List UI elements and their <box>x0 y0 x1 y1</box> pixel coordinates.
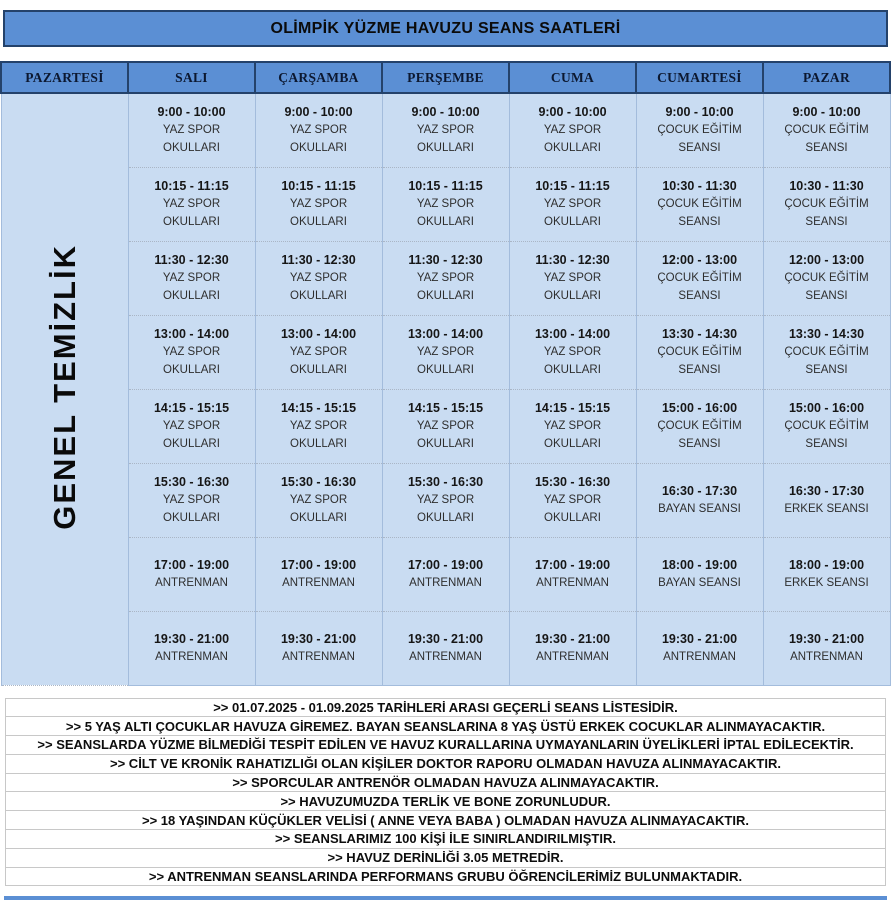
session-cell <box>763 537 890 611</box>
session-cell <box>763 463 890 537</box>
session-label: ÇOCUK EĞİTİM SEANSI <box>784 420 869 450</box>
session-cell <box>509 537 636 611</box>
session-label: ÇOCUK EĞİTİM SEANSI <box>657 346 742 376</box>
session-time: 19:30 - 21:00 <box>661 632 738 647</box>
session-cell <box>382 241 509 315</box>
session-cell <box>636 167 763 241</box>
session-time: 19:30 - 21:00 <box>788 632 865 647</box>
session-cell <box>509 315 636 389</box>
session-time: 11:30 - 12:30 <box>408 253 483 268</box>
day-header-cuma: CUMA <box>509 62 636 93</box>
note-item: >> 18 YAŞINDAN KÜÇÜKLER VELİSİ ( ANNE VEYA BABA ) OLMADAN HAVUZA ALINMAYACAKTIR. <box>5 810 886 830</box>
session-cell <box>509 241 636 315</box>
session-cell <box>255 315 382 389</box>
note-item: >> 01.07.2025 - 01.09.2025 TARİHLERİ ARASI GEÇERLİ SEANS LİSTESİDİR. <box>5 698 886 718</box>
session-time: 9:00 - 10:00 <box>284 105 353 120</box>
session-label: YAZ SPOR OKULLARI <box>162 272 221 302</box>
session-cell <box>128 167 255 241</box>
bottom-divider <box>4 896 887 900</box>
session-label: YAZ SPOR OKULLARI <box>543 272 602 302</box>
session-cell <box>382 537 509 611</box>
session-cell <box>763 389 890 463</box>
session-cell <box>382 167 509 241</box>
session-cell <box>382 389 509 463</box>
session-time: 10:15 - 11:15 <box>281 179 356 194</box>
session-time: 13:00 - 14:00 <box>153 327 230 342</box>
session-label: ÇOCUK EĞİTİM SEANSI <box>784 272 869 302</box>
note-item: >> CİLT VE KRONİK RAHATIZLIĞI OLAN KİŞİLER DOKTOR RAPORU OLMADAN HAVUZA ALINMAYACAKTIR. <box>5 754 886 774</box>
session-cell <box>382 315 509 389</box>
session-cell <box>128 463 255 537</box>
session-time: 19:30 - 21:00 <box>534 632 611 647</box>
session-time: 11:30 - 12:30 <box>281 253 356 268</box>
session-time: 16:30 - 17:30 <box>661 484 738 499</box>
session-time: 15:30 - 16:30 <box>280 475 357 490</box>
session-label: YAZ SPOR OKULLARI <box>543 346 602 376</box>
session-label: YAZ SPOR OKULLARI <box>416 346 475 376</box>
session-cell <box>255 167 382 241</box>
session-time: 15:30 - 16:30 <box>407 475 484 490</box>
session-time: 18:00 - 19:00 <box>788 558 865 573</box>
schedule-row <box>1 167 890 241</box>
session-time: 17:00 - 19:00 <box>534 558 611 573</box>
session-time: 16:30 - 17:30 <box>788 484 865 499</box>
session-time: 17:00 - 19:00 <box>407 558 484 573</box>
session-time: 9:00 - 10:00 <box>411 105 480 120</box>
note-item: >> HAVUZUMUZDA TERLİK VE BONE ZORUNLUDUR. <box>5 791 886 811</box>
session-time: 11:30 - 12:30 <box>154 253 229 268</box>
notes-list <box>5 698 886 887</box>
session-cell <box>509 93 636 167</box>
schedule-row <box>1 537 890 611</box>
session-time: 13:00 - 14:00 <box>280 327 357 342</box>
session-cell <box>636 315 763 389</box>
session-cell <box>509 611 636 685</box>
session-cell <box>128 241 255 315</box>
session-time: 10:15 - 11:15 <box>154 179 229 194</box>
session-time: 15:00 - 16:00 <box>661 401 738 416</box>
session-cell <box>763 167 890 241</box>
session-time: 13:00 - 14:00 <box>534 327 611 342</box>
session-cell <box>128 537 255 611</box>
session-cell <box>636 463 763 537</box>
session-label: YAZ SPOR OKULLARI <box>543 494 602 524</box>
session-cell <box>509 389 636 463</box>
session-label: YAZ SPOR OKULLARI <box>162 198 221 228</box>
session-time: 19:30 - 21:00 <box>280 632 357 647</box>
monday-cleaning-cell <box>1 93 128 685</box>
day-header-pazar: PAZAR <box>763 62 890 93</box>
session-label: YAZ SPOR OKULLARI <box>162 420 221 450</box>
session-label: ÇOCUK EĞİTİM SEANSI <box>784 124 869 155</box>
schedule-row <box>1 389 890 463</box>
session-label: ÇOCUK EĞİTİM SEANSI <box>784 198 869 228</box>
session-cell <box>763 315 890 389</box>
session-cell <box>636 537 763 611</box>
day-header-sali: SALI <box>128 62 255 93</box>
session-label: YAZ SPOR OKULLARI <box>289 272 348 302</box>
session-label: YAZ SPOR OKULLARI <box>162 124 221 155</box>
note-item: >> SEANSLARIMIZ 100 KİŞİ İLE SINIRLANDIRILMIŞTIR. <box>5 829 886 849</box>
schedule-row <box>1 463 890 537</box>
session-label: ANTRENMAN <box>536 577 609 590</box>
session-label: BAYAN SEANSI <box>658 577 741 590</box>
session-time: 9:00 - 10:00 <box>792 105 861 120</box>
session-time: 11:30 - 12:30 <box>535 253 610 268</box>
session-cell <box>509 463 636 537</box>
schedule-row <box>1 611 890 685</box>
session-label: ANTRENMAN <box>282 651 355 664</box>
session-time: 10:30 - 11:30 <box>789 179 864 194</box>
session-time: 9:00 - 10:00 <box>157 105 226 120</box>
day-header-cumartesi: CUMARTESİ <box>636 62 763 93</box>
session-time: 10:15 - 11:15 <box>408 179 483 194</box>
session-cell <box>128 389 255 463</box>
session-cell <box>636 389 763 463</box>
session-cell <box>255 389 382 463</box>
session-label: ANTRENMAN <box>409 651 482 664</box>
session-time: 17:00 - 19:00 <box>280 558 357 573</box>
session-label: YAZ SPOR OKULLARI <box>416 198 475 228</box>
session-label: YAZ SPOR OKULLARI <box>416 272 475 302</box>
session-cell <box>509 167 636 241</box>
session-time: 9:00 - 10:00 <box>538 105 607 120</box>
session-label: YAZ SPOR OKULLARI <box>289 420 348 450</box>
session-label: YAZ SPOR OKULLARI <box>289 198 348 228</box>
session-time: 14:15 - 15:15 <box>153 401 230 416</box>
session-time: 15:30 - 16:30 <box>534 475 611 490</box>
session-cell <box>382 611 509 685</box>
session-time: 13:30 - 14:30 <box>661 327 738 342</box>
session-cell <box>636 93 763 167</box>
schedule-table <box>0 61 891 686</box>
session-time: 12:00 - 13:00 <box>661 253 738 268</box>
session-label: ANTRENMAN <box>790 651 863 664</box>
session-cell <box>636 611 763 685</box>
session-cell <box>636 241 763 315</box>
session-time: 19:30 - 21:00 <box>153 632 230 647</box>
session-label: ANTRENMAN <box>663 651 736 664</box>
note-item: >> 5 YAŞ ALTI ÇOCUKLAR HAVUZA GİREMEZ. BAYAN SEANSLARINA 8 YAŞ ÜSTÜ ERKEK COCUKLAR ALINMAYACAKTIR. <box>5 716 886 736</box>
session-time: 14:15 - 15:15 <box>407 401 484 416</box>
session-label: ÇOCUK EĞİTİM SEANSI <box>657 124 742 155</box>
session-cell <box>255 93 382 167</box>
session-cell <box>763 611 890 685</box>
schedule-row <box>1 315 890 389</box>
session-label: YAZ SPOR OKULLARI <box>162 494 221 524</box>
header-row <box>1 62 890 93</box>
note-item: >> ANTRENMAN SEANSLARINDA PERFORMANS GRUBU ÖĞRENCİLERİMİZ BULUNMAKTADIR. <box>5 867 886 887</box>
session-time: 19:30 - 21:00 <box>407 632 484 647</box>
session-time: 12:00 - 13:00 <box>788 253 865 268</box>
session-label: ANTRENMAN <box>409 577 482 590</box>
session-cell <box>128 93 255 167</box>
session-label: ANTRENMAN <box>282 577 355 590</box>
session-time: 13:00 - 14:00 <box>407 327 484 342</box>
session-cell <box>128 315 255 389</box>
schedule-row <box>1 93 890 167</box>
session-label: YAZ SPOR OKULLARI <box>289 346 348 376</box>
note-item: >> SPORCULAR ANTRENÖR OLMADAN HAVUZA ALINMAYACAKTIR. <box>5 773 886 793</box>
session-label: ERKEK SEANSI <box>784 577 869 590</box>
session-label: YAZ SPOR OKULLARI <box>289 494 348 524</box>
schedule-row <box>1 241 890 315</box>
session-label: ÇOCUK EĞİTİM SEANSI <box>657 272 742 302</box>
schedule-header <box>1 62 890 93</box>
session-cell <box>255 537 382 611</box>
session-label: YAZ SPOR OKULLARI <box>543 420 602 450</box>
session-cell <box>382 463 509 537</box>
session-label: YAZ SPOR OKULLARI <box>543 124 602 155</box>
session-cell <box>128 611 255 685</box>
session-label: ÇOCUK EĞİTİM SEANSI <box>657 420 742 450</box>
day-header-pazartesi: PAZARTESİ <box>1 62 128 93</box>
session-label: ANTRENMAN <box>155 651 228 664</box>
session-cell <box>255 463 382 537</box>
schedule-body <box>1 93 890 685</box>
session-label: ÇOCUK EĞİTİM SEANSI <box>784 346 869 376</box>
session-cell <box>763 241 890 315</box>
session-label: YAZ SPOR OKULLARI <box>416 124 475 155</box>
session-time: 10:30 - 11:30 <box>662 179 737 194</box>
session-label: YAZ SPOR OKULLARI <box>543 198 602 228</box>
day-header-persembe: PERŞEMBE <box>382 62 509 93</box>
note-item: >> HAVUZ DERİNLİĞİ 3.05 METREDİR. <box>5 848 886 868</box>
session-cell <box>763 93 890 167</box>
session-time: 15:00 - 16:00 <box>788 401 865 416</box>
session-label: YAZ SPOR OKULLARI <box>162 346 221 376</box>
session-label: YAZ SPOR OKULLARI <box>416 494 475 524</box>
session-label: BAYAN SEANSI <box>658 503 741 516</box>
session-label: YAZ SPOR OKULLARI <box>416 420 475 450</box>
session-time: 13:30 - 14:30 <box>788 327 865 342</box>
note-item: >> SEANSLARDA YÜZME BİLMEDİĞİ TESPİT EDİLEN VE HAVUZ KURALLARINA UYMAYANLARIN ÜYELİKLERİ İPTAL EDİLECEKTİR. <box>5 735 886 755</box>
session-label: ÇOCUK EĞİTİM SEANSI <box>657 198 742 228</box>
session-label: ERKEK SEANSI <box>784 503 869 516</box>
session-cell <box>382 93 509 167</box>
session-time: 9:00 - 10:00 <box>665 105 734 120</box>
session-time: 14:15 - 15:15 <box>534 401 611 416</box>
page-title: OLİMPİK YÜZME HAVUZU SEANS SAATLERİ <box>3 10 888 47</box>
session-time: 17:00 - 19:00 <box>153 558 230 573</box>
day-header-carsamba: ÇARŞAMBA <box>255 62 382 93</box>
session-time: 18:00 - 19:00 <box>661 558 738 573</box>
session-time: 15:30 - 16:30 <box>153 475 230 490</box>
monday-cleaning-label: GENEL TEMİZLİK <box>46 243 82 530</box>
session-label: ANTRENMAN <box>155 577 228 590</box>
session-cell <box>255 611 382 685</box>
session-time: 14:15 - 15:15 <box>280 401 357 416</box>
session-cell <box>255 241 382 315</box>
session-label: ANTRENMAN <box>536 651 609 664</box>
session-label: YAZ SPOR OKULLARI <box>289 124 348 155</box>
session-time: 10:15 - 11:15 <box>535 179 610 194</box>
